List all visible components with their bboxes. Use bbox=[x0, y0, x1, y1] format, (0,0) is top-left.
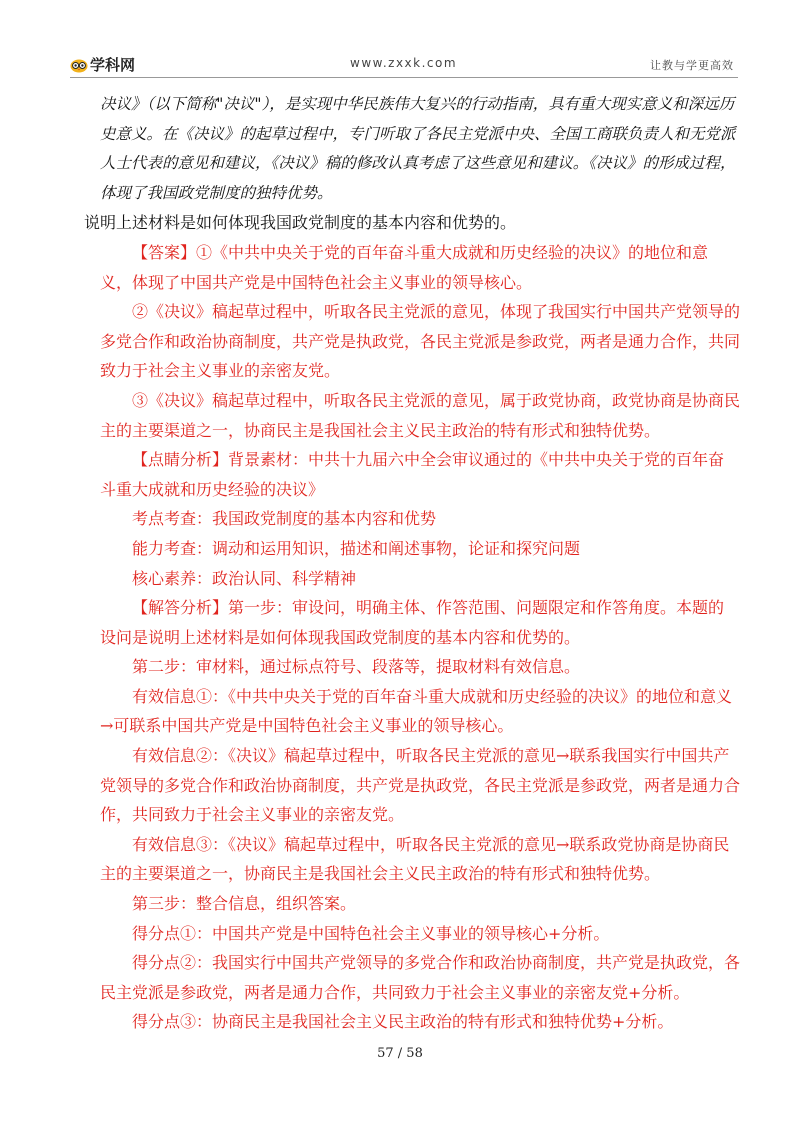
page-number: 57 / 58 bbox=[377, 1046, 423, 1061]
document-body bbox=[84, 90, 741, 1037]
solution-step-3: 第三步：整合信息，组织答案。 bbox=[132, 894, 357, 914]
answer-point-2: ②《决议》稿起草过程中，听取各民主党派的意见，体现了我国实行中国共产党领导的多党合作和政治协商制度，共产党是执政党，各民主党派是参政党，两者是通力合作，共同致力于社会主义事业的亲密友党。 bbox=[100, 302, 741, 381]
analysis-ability: 能力考查：调动和运用知识，描述和阐述事物，论证和探究问题 bbox=[132, 538, 581, 558]
solution-info-3: 有效信息③：《决议》稿起草过程中，听取各民主党派的意见→联系政党协商是协商民主的主要渠道之一，协商民主是我国社会主义民主政治的特有形式和独特优势。 bbox=[100, 834, 730, 884]
solution-step-2: 第二步：审材料，通过标点符号、段落等，提取材料有效信息。 bbox=[132, 657, 581, 677]
answer-section bbox=[100, 238, 740, 445]
question-text: 说明上述材料是如何体现我国政党制度的基本内容和优势的。 bbox=[84, 213, 517, 233]
answer-point-3: ③《决议》稿起草过程中，听取各民主党派的意见，属于政党协商，政党协商是协商民主的主要渠道之一，协商民主是我国社会主义民主政治的特有形式和独特优势。 bbox=[100, 390, 741, 440]
site-logo bbox=[70, 54, 135, 75]
header-divider bbox=[70, 77, 738, 78]
logo-text: 学科网 bbox=[90, 56, 136, 74]
analysis-label: 【点睛分析】 bbox=[132, 450, 229, 470]
solution-score-2: 得分点②：我国实行中国共产党领导的多党合作和政治协商制度，共产党是执政党，各民主党派是参政党，两者是通力合作，共同致力于社会主义事业的亲密友党+分析。 bbox=[100, 953, 741, 1002]
solution-info-2: 有效信息②：《决议》稿起草过程中，听取各民主党派的意见→联系我国实行中国共产党领导的多党合作和政治协商制度，共产党是执政党，各民主党派是参政党，两者是通力合作，共同致力于社会主义事业的亲密友党。 bbox=[100, 746, 741, 825]
answer-label: 【答案】 bbox=[132, 242, 197, 262]
page-header bbox=[70, 52, 740, 78]
solution-score-3: 得分点③：协商民主是我国社会主义民主政治的特有形式和独特优势+分析。 bbox=[132, 1012, 674, 1032]
solution-step-1: 第一步：审设问，明确主体、作答范围、问题限定和作答角度。本题的设问是说明上述材料是如何体现我国政党制度的基本内容和优势的。 bbox=[100, 598, 725, 647]
header-slogan: 让教与学更高效 bbox=[650, 59, 734, 72]
solution-score-1: 得分点①：中国共产党是中国特色社会主义事业的领导核心+分析。 bbox=[132, 923, 610, 943]
analysis-literacy: 核心素养：政治认同、科学精神 bbox=[132, 568, 357, 588]
material-text: 决议》（以下简称"决议"），是实现中华民族伟大复兴的行动指南，具有重大现实意义和深远历史意义。在《决议》的起草过程中，专门听取了各民主党派中央、全国工商联负责人和无党派人士代表的意见和建议，《决议》稿的修改认真考虑了这些意见和建议。《决议》的形成过程，体现了我国政党制度的独特优势。 bbox=[100, 95, 736, 202]
solution-label: 【解答分析】 bbox=[132, 598, 229, 618]
answer-point-1: ①《中共中央关于党的百年奋斗重大成就和历史经验的决议》的地位和意义，体现了中国共产党是中国特色社会主义事业的领导核心。 bbox=[100, 242, 709, 292]
analysis-test-point: 考点考查：我国政党制度的基本内容和优势 bbox=[132, 509, 437, 529]
analysis-background: 背景素材：中共十九届六中全会审议通过的《中共中央关于党的百年奋斗重大成就和历史经验的决议》 bbox=[100, 450, 725, 499]
owl-logo-icon bbox=[70, 57, 88, 73]
solution-section bbox=[100, 593, 740, 1037]
solution-info-1: 有效信息①：《中共中央关于党的百年奋斗重大成就和历史经验的决议》的地位和意义→可联系中国共产党是中国特色社会主义事业的领导核心。 bbox=[100, 686, 733, 736]
analysis-section bbox=[100, 445, 740, 593]
site-url[interactable]: www.zxxk.com bbox=[350, 56, 458, 70]
